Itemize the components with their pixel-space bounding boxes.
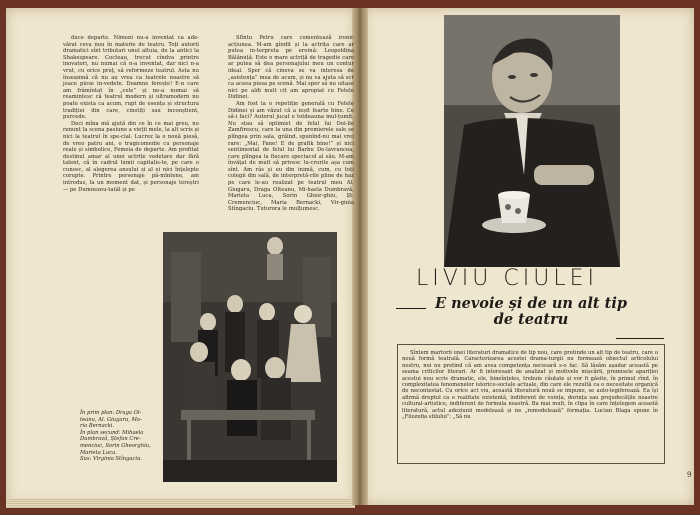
paragraph: Am fost la o repetiție generală cu Fetele Didinei și am văzut că a ieșit foarte bine. Ce să-i faci? Autorul jucat e totdeauna mul-țumit. Nu stau să optimist de felul lui Doi-lie Zamfirescu, care la una din premierele sale se plîngea prin sala, grăind, spunînd-nu mai vrei rare: „Mai, Fane! E de grafik bine!” și nici sentimental de felul lui Barbu De-lavrancea, care plîngea la fiecare spectacol al său. M-am învățat de mult să privesc lu-crurile așa cum sînt. Am râs și eu din inimă, cum, cu toți colegii din sală, de interpretă-rile pline de haz pe care le-au realizat pe teatrul meu Al. Giugaru, Draga Olteanu, Mi-haela Dumbravă, Marieta Luca, Sorin Ghior-ghiu, Șt. Cremenciuc, Maria Bernacki, Vir-ginia Stîngaciu. Tuturora le mulțumesc. <box>228 100 354 213</box>
stage-photo-illustration <box>163 232 337 482</box>
page-edges <box>6 498 355 508</box>
paragraph: Sfîntu Petru care comentează ironic acțiunea. M-am gîndit și la actrița care ar putea in-terpreta pe eroină: Leopoldina Bălănuță. Este o mare actriță de tragedie care ar putea să dea personajului meu un contur ideal. Sper că cineva se va interesa de „asistența” mea de acum, și nu va ajuta să scr ca aceea piesa pe scenă. Mai sper să nu uitase nici pe aldi mult cit am apropiat cu Fetele Didinei. <box>228 35 354 101</box>
paragraph: Deci mîna mă ajută din ce în ce mai greu, nu renunț la scena pasiune a vieții mele, la alt scris și nici la teatrul în spe-cial. Lucrez la o nouă piesă, de vreo patru ani, o tragicomedie cu personaje reale și simbolice, Femeia de departe. Am profitat destinul amar al unei actrițe vedetare dar fără talent, că în cadrul lumii capitalis-te, pe care o cunosc, al alegerea ansului și al ei nici înțelepte corupte. Printre personaje pă-mîntene, am introdus, la un moment dat, și personaje tereștri — pe Dumnezeu-tatăl și pe <box>63 120 199 193</box>
portrait-illustration <box>444 15 620 267</box>
caption-line: Dumbravă, Ștefan Cre- <box>80 436 141 443</box>
headline-line: E nevoie și de un alt tip <box>434 295 627 312</box>
caption-line: teanu, Al. Giugaru, Ma- <box>80 416 142 423</box>
author-name: LIVIU CIULEI <box>416 266 598 291</box>
page-number: 9 <box>687 471 692 479</box>
left-text-column-2 <box>228 35 354 213</box>
caption-line: menciuc, Sorin Gheorghiu, <box>80 442 151 449</box>
book-gutter <box>352 8 368 505</box>
stage-photograph <box>163 232 337 482</box>
paragraph: duce departe. Nimeni nu-a inventat ca ade-vărat ceva nou în materie de teatru. Toți autorii dramatici sînt tributari unul altuia, de la antici la Shakespeare. Cocteau, trecut cîndva printre inovatori, nu numai că n-a inventat, dar nici n-a vrut, cu orice preț, să reformeze teatrul. Asta nu înseamnă că nu au vrea ca teatrele noastre să joace piese in-vedete. Doamne ferește! E-n care am frămîntat în „cele” și ne-a numai să reamintesc că teatrul modern și ultramodern nu poate exista ca acum, rupt de esența și structura tradiției din care, cinstiți sau inconștient, purcede. <box>63 35 199 121</box>
paragraph: Sîntem martorii unei literaturi dramatice de tip nou, care pretinde un alt tip de teatru, care o nouă formă teatrală. Caracterizarea acestei drama-turgii nu formează obiectul articolului nostru, noi nu pretind că am avea competența necesară s-o fac. Să lăsăm așadar această pe seama criticilor literari. Ar fi interesant de analizat și motivele mișcării, premisele apariției acestui nou scris dramatic, ele, bineînțeles, trebuie căutate și vor fi găsite, în primul rînd, în complexitatea fenomenelor istorico-sociale actuale, din care ele rezultă ca o necesitate organică de necontestat. Cu orice act viu, această literatură nouă se impune, se auto-legiferează. Ea își afirmă dreptul ca o realitate existentă, indiferent de voința, dorința sau prejudecățile noastre cultural-artistice, indiferent de formula noastră. Ba mai mult, în clipa în care înțelegem această literatură, actul adeziunii modelează și ne „remodelează” formația. Lucian Blaga spune în „Filozofia stilului”: „Să nu <box>402 350 658 421</box>
article-body <box>402 350 658 420</box>
caption-line: În plan secund: Mihaela <box>80 429 144 436</box>
caption-line: Marieta Luca. <box>80 449 117 456</box>
caption-line: ria Bernacki. <box>80 423 115 430</box>
article-headline <box>398 296 664 328</box>
caption-line: Sus: Virginia Stîngaciu. <box>80 456 143 463</box>
author-portrait-photograph <box>444 15 620 267</box>
headline-rule-right <box>616 338 664 339</box>
headline-line: de teatru <box>493 311 569 328</box>
photo-caption <box>80 410 160 463</box>
left-text-column-1 <box>63 35 199 207</box>
caption-line: În prim plan: Draga Ol- <box>80 410 142 416</box>
